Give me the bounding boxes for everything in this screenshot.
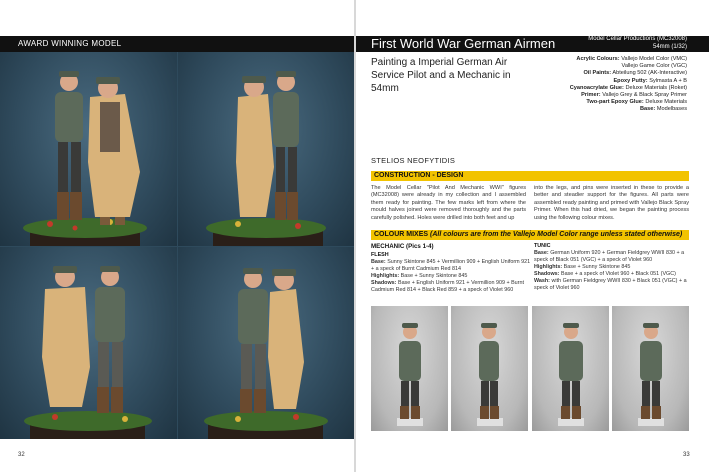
figure-photo-side — [178, 52, 354, 246]
section-title: COLOUR MIXES (All colours are from the Vallejo Model Color range unless stated otherwise) — [374, 231, 683, 238]
materials-list — [537, 56, 687, 114]
figure-illustration — [612, 306, 689, 431]
construction-text-col2: into the legs, and pins were inserted in these to provide a better and steadier support for the figures. All parts were assembled ready painting and primed with Vallejo Black Spray Primer. When this had dried, we began the painting process using the following colour mixes. — [534, 185, 689, 221]
publisher-info — [588, 36, 687, 51]
tunic-heading: TUNIC — [534, 243, 551, 249]
author-name: STELIOS NEOFYTIDIS — [371, 156, 456, 165]
progress-photo-1 — [371, 306, 448, 431]
mechanic-heading: MECHANIC (Pics 1-4) — [371, 243, 434, 250]
mix-line: Shadows: Base + a speck of Violet 960 + Black 051 (VGC) — [534, 271, 676, 277]
mix-line: Shadows: Base + English Uniform 921 + Vermillion 909 + Burnt Cadmium Red 814 + Black Red 859 + a speck of Violet 960 — [371, 280, 524, 293]
publisher: Model Cellar Productions (MC32008) — [588, 36, 687, 42]
page-gutter — [354, 0, 356, 472]
figure-photo-back — [0, 247, 177, 439]
mix-line: Base: German Uniform 920 + German Fieldgrey WWII 830 + a speck of Black 051 (VGC) + a speck of Violet 960 — [534, 250, 685, 263]
section-note: (All colours are from the Vallejo Model Color range unless stated otherwise) — [430, 231, 683, 238]
mix-line: Base: Sunny Skintone 845 + Vermillion 909 + English Uniform 921 + a speck of Burnt Cadmium Red 814 — [371, 259, 531, 272]
figure-illustration — [532, 306, 609, 431]
photo-grid — [0, 52, 354, 439]
progress-photo-4 — [612, 306, 689, 431]
material-line: Primer: Vallejo Grey & Black Spray Primer — [581, 92, 687, 99]
tunic-mixes — [534, 243, 692, 292]
figure-illustration — [0, 52, 177, 246]
mix-line: Wash: with German Fieldgrey WWII 830 + Black 051 (VGC) + a speck of Violet 960 — [534, 278, 687, 291]
progress-photo-2 — [451, 306, 528, 431]
flesh-heading: FLESH — [371, 252, 389, 258]
section-header: AWARD WINNING MODEL — [18, 39, 122, 48]
construction-text-col1: The Model Cellar "Pilot And Mechanic WWI" figures (MC32008) were already in my collection and I assembled them ready for painting. The few marks left from where the mould halves joined were removed thoroughly and the parts carefully polished. Holes were drilled into both feet and up — [371, 185, 526, 221]
figure-illustration — [0, 247, 177, 439]
material-line: Oil Paints: Abteilung 502 (AK-Interactive) — [583, 70, 687, 77]
section-bar-construction — [371, 171, 689, 181]
material-line: Acrylic Colours: Vallejo Model Color (VMC) — [576, 56, 687, 62]
figure-illustration — [451, 306, 528, 431]
flesh-mixes — [371, 252, 531, 294]
section-title: CONSTRUCTION - DESIGN — [374, 172, 464, 179]
page-number-right: 33 — [683, 452, 690, 458]
figure-photo-front — [0, 52, 177, 246]
page-number-left: 32 — [18, 452, 25, 458]
scale: 54mm (1/32) — [652, 43, 687, 50]
figure-photo-rear-side — [178, 247, 354, 439]
material-line: Epoxy Putty: Sylmasta A + B — [613, 77, 687, 84]
progress-photos — [371, 306, 689, 431]
material-line: Base: Modelbases — [640, 106, 687, 113]
article-subtitle: Painting a Imperial German Air Service Pilot and a Mechanic in 54mm — [371, 57, 511, 94]
material-line: Two-part Epoxy Glue: Deluxe Materials — [586, 99, 687, 106]
figure-illustration — [178, 52, 354, 246]
mix-line: Highlights: Base + Sunny Skintone 845 — [534, 264, 631, 270]
mix-line: Highlights: Base + Sunny Skintone 845 — [371, 273, 468, 279]
material-line: Vallejo Game Color (VGC) — [621, 63, 687, 70]
article-title: First World War German Airmen — [371, 36, 556, 51]
progress-photo-3 — [532, 306, 609, 431]
figure-illustration — [178, 247, 354, 439]
material-line: Cyanoacrylate Glue: Deluxe Materials (Roket) — [569, 84, 687, 91]
figure-illustration — [371, 306, 448, 431]
section-bar-colour-mixes — [371, 230, 689, 240]
